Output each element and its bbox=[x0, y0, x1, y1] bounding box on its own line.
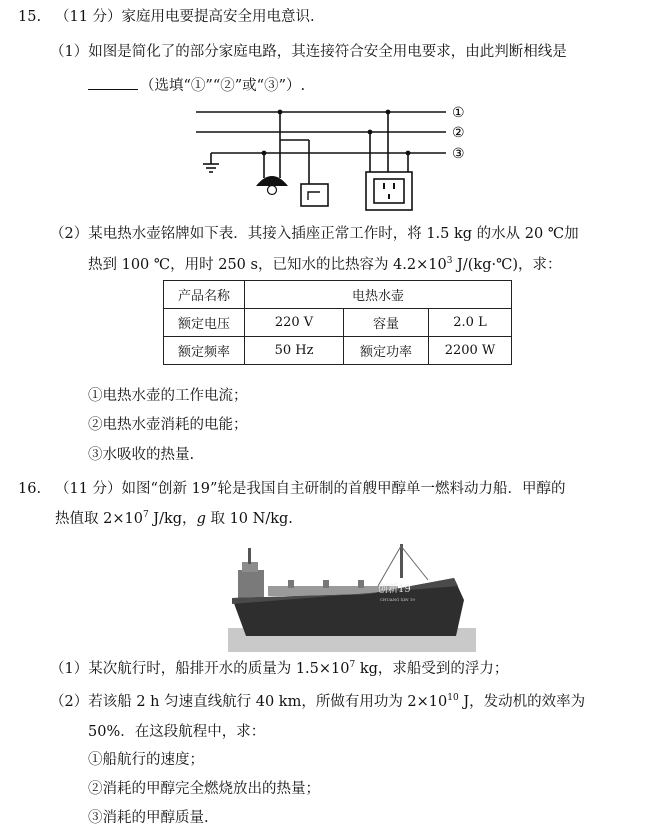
q15-sub1: ①电热水壶的工作电流； bbox=[88, 388, 248, 404]
table-row bbox=[164, 281, 512, 309]
ship-pinyin-label: CHUANG XIN 19 bbox=[380, 597, 415, 602]
table-cell: 2.0 L bbox=[429, 309, 512, 337]
ship-name-label: 创新19 bbox=[378, 584, 411, 595]
q16-part2-line1: （2）若该船 2 h 匀速直线航行 40 km，所做有用功为 $2\times 10^{10}$ J，发动机的效率为 bbox=[50, 693, 586, 710]
household-circuit-diagram bbox=[196, 100, 486, 218]
q15-number: 15. bbox=[18, 9, 42, 25]
table-cell: 50 Hz bbox=[245, 337, 344, 365]
q16-number: 16. bbox=[18, 481, 42, 497]
table-cell: 额定频率 bbox=[164, 337, 245, 365]
q16-sub1: ①船航行的速度； bbox=[88, 752, 204, 768]
q16-sub3: ③消耗的甲醇质量. bbox=[88, 810, 209, 826]
q15-part1-line2: （选填“①”“②”或“③”）. bbox=[88, 75, 305, 97]
q15-part2-line1: （2）某电热水壶铭牌如下表．其接入插座正常工作时，将 1.5 kg 的水从 20 ℃加 bbox=[50, 226, 579, 242]
kettle-spec-table bbox=[163, 280, 512, 365]
q15-sub2: ②电热水壶消耗的电能； bbox=[88, 417, 248, 433]
table-cell: 2200 W bbox=[429, 337, 512, 365]
q15-header: （11 分）家庭用电要提高安全用电意识. bbox=[55, 9, 315, 25]
table-cell: 220 V bbox=[245, 309, 344, 337]
q16-header: （11 分）如图“创新 19”轮是我国自主研制的首艘甲醇单一燃料动力船．甲醇的 bbox=[55, 481, 566, 497]
ship-photo bbox=[228, 540, 476, 652]
q15-part2-line2: 热到 100 ℃，用时 250 s，已知水的比热容为 $4.2\times 10^3$ J/(kg·℃)，求： bbox=[88, 256, 562, 273]
q15-part1-line1: （1）如图是简化了的部分家庭电路，其连接符合安全用电要求，由此判断相线是 bbox=[50, 44, 567, 60]
q16-line2: 热值取 $2\times 10^7$ J/kg，g 取 10 N/kg. bbox=[55, 510, 293, 527]
table-cell: 产品名称 bbox=[164, 281, 245, 309]
table-cell: 电热水壶 bbox=[245, 281, 512, 309]
wire-label-3: ③ bbox=[452, 146, 465, 162]
wire-label-2: ② bbox=[452, 125, 465, 141]
q16-part2-line2: 50%．在这段航程中，求： bbox=[88, 724, 266, 740]
table-cell: 额定电压 bbox=[164, 309, 245, 337]
table-cell: 容量 bbox=[344, 309, 429, 337]
table-row bbox=[164, 337, 512, 365]
q16-part1: （1）某次航行时，船排开水的质量为 $1.5\times 10^7$ kg，求船受到的浮力； bbox=[50, 660, 509, 677]
q16-sub2: ②消耗的甲醇完全燃烧放出的热量； bbox=[88, 781, 320, 797]
wire-label-1: ① bbox=[452, 105, 465, 121]
table-cell: 额定功率 bbox=[344, 337, 429, 365]
q15-sub3: ③水吸收的热量. bbox=[88, 447, 195, 463]
answer-blank[interactable] bbox=[88, 75, 138, 90]
table-row bbox=[164, 309, 512, 337]
